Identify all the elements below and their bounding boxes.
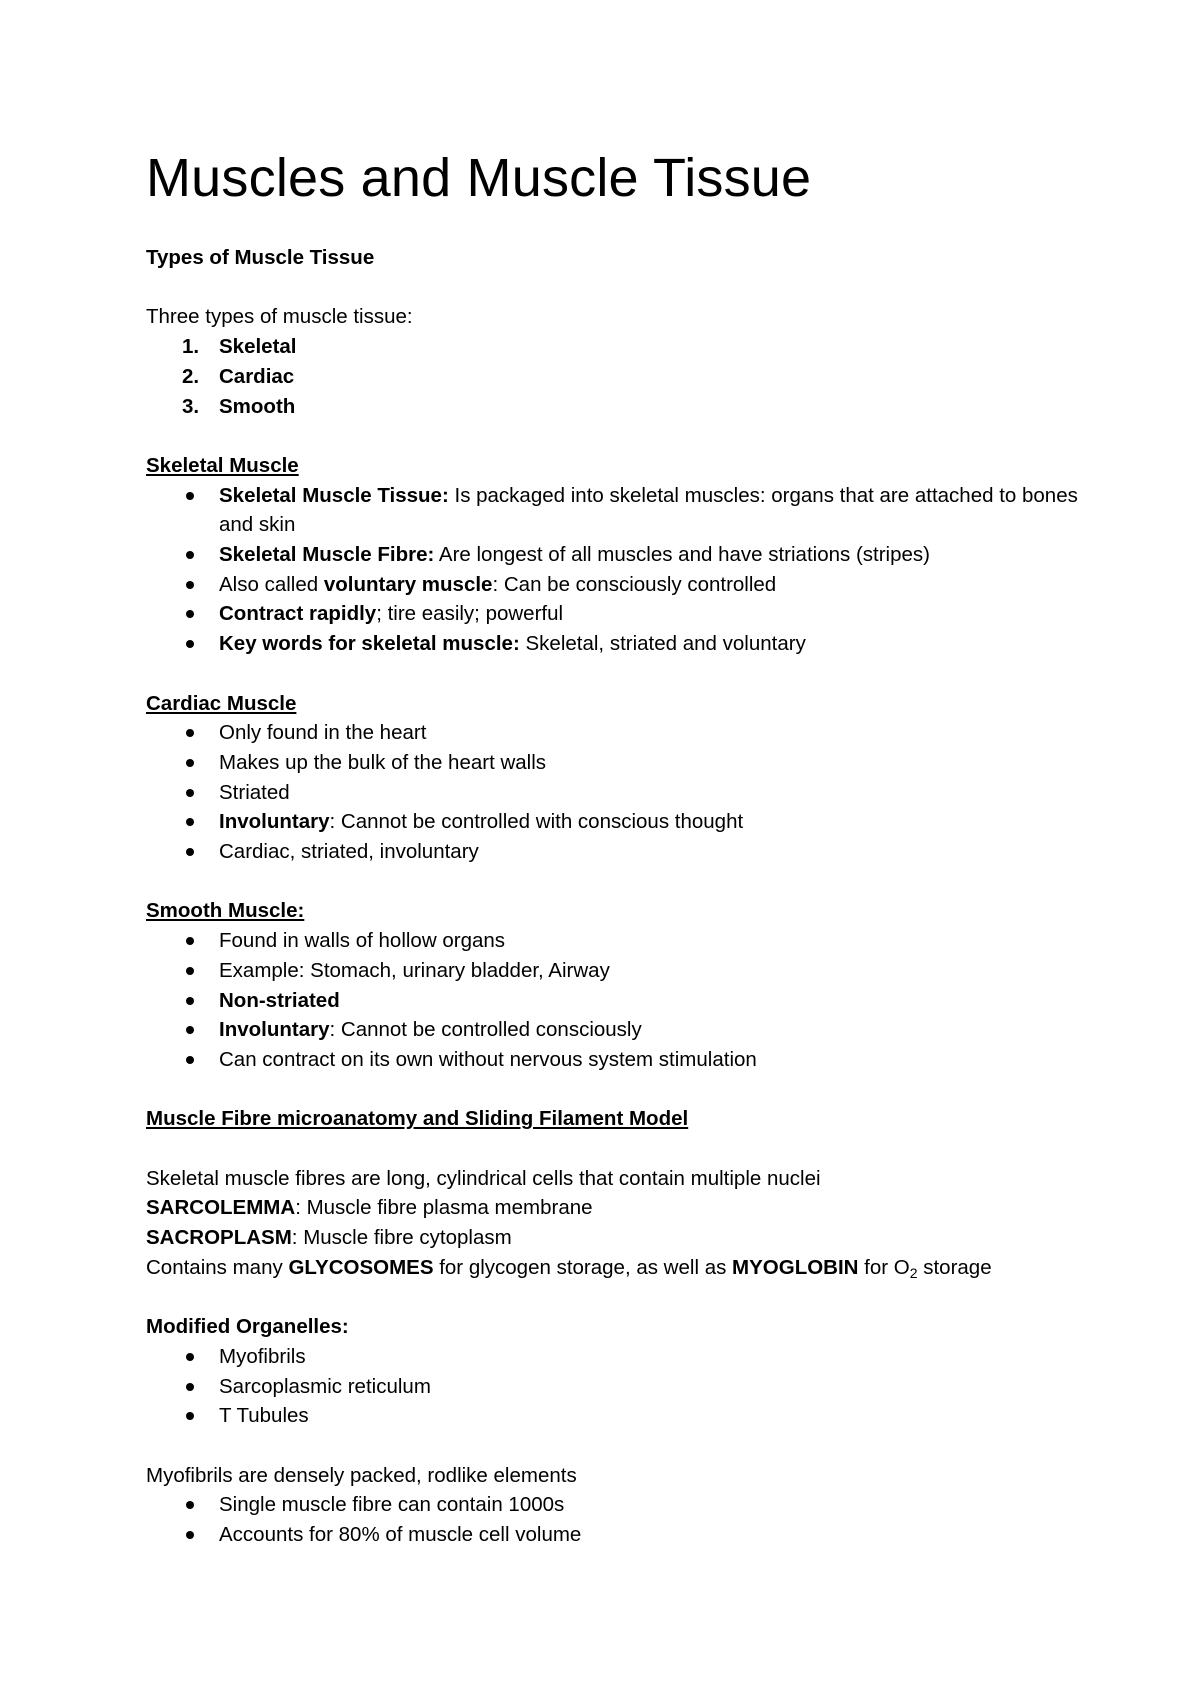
list-item: Cardiac, striated, involuntary: [146, 837, 1086, 867]
bullet-icon: [186, 848, 194, 856]
bullet-icon: [186, 967, 194, 975]
list-item: Can contract on its own without nervous system stimulation: [146, 1045, 1086, 1075]
sarcolemma-definition: SARCOLEMMA: Muscle fibre plasma membrane: [146, 1196, 593, 1220]
document-body: [146, 243, 1086, 1550]
bullet-icon: [186, 729, 194, 737]
list-item: Striated: [146, 778, 1086, 808]
bullet-icon: [186, 1353, 194, 1361]
smooth-heading: Smooth Muscle:: [146, 899, 305, 923]
bullet-icon: [186, 759, 194, 767]
bullet-icon: [186, 1531, 194, 1539]
cardiac-heading: Cardiac Muscle: [146, 691, 297, 715]
list-item: Involuntary: Cannot be controlled with conscious thought: [146, 807, 1086, 837]
list-item: Key words for skeletal muscle: Skeletal, striated and voluntary: [146, 629, 1086, 659]
bullet-icon: [186, 1501, 194, 1509]
page-title: Muscles and Muscle Tissue: [146, 148, 812, 208]
microanatomy-heading: Muscle Fibre microanatomy and Sliding Filament Model: [146, 1107, 689, 1131]
myofibrils-intro: Myofibrils are densely packed, rodlike elements: [146, 1463, 577, 1487]
storage-paragraph: Contains many GLYCOSOMES for glycogen storage, as well as MYOGLOBIN for $O_2$ storage: [146, 1255, 992, 1281]
bullet-icon: [186, 818, 194, 826]
organelles-list: [146, 1342, 1086, 1431]
cardiac-list: [146, 718, 1086, 867]
types-heading: Types of Muscle Tissue: [146, 246, 375, 269]
bullet-icon: [186, 492, 194, 500]
list-item: Sarcoplasmic reticulum: [146, 1372, 1086, 1402]
list-item: Single muscle fibre can contain 1000s: [146, 1490, 1086, 1520]
bullet-icon: [186, 1026, 194, 1034]
bullet-icon: [186, 997, 194, 1005]
sarcoplasm-definition: SACROPLASM: Muscle fibre cytoplasm: [146, 1226, 512, 1250]
list-item: Also called voluntary muscle: Can be consciously controlled: [146, 570, 1086, 600]
microanatomy-paragraph: Skeletal muscle fibres are long, cylindrical cells that contain multiple nuclei: [146, 1166, 821, 1190]
list-item: Found in walls of hollow organs: [146, 926, 1086, 956]
list-item: Contract rapidly; tire easily; powerful: [146, 599, 1086, 629]
bullet-icon: [186, 581, 194, 589]
list-item: Only found in the heart: [146, 718, 1086, 748]
list-item: Myofibrils: [146, 1342, 1086, 1372]
list-item: Non-striated: [146, 986, 1086, 1016]
types-intro: Three types of muscle tissue:: [146, 305, 413, 329]
types-list: [146, 332, 1086, 421]
bullet-icon: [186, 551, 194, 559]
list-item: Skeletal Muscle Fibre: Are longest of all muscles and have striations (stripes): [146, 540, 1086, 570]
list-item: 1. Skeletal: [182, 335, 297, 359]
list-item: Involuntary: Cannot be controlled consciously: [146, 1015, 1086, 1045]
smooth-list: [146, 926, 1086, 1075]
list-item: Accounts for 80% of muscle cell volume: [146, 1520, 1086, 1550]
bullet-icon: [186, 610, 194, 618]
list-item: 2. Cardiac: [182, 364, 295, 388]
list-item: 3. Smooth: [182, 394, 296, 418]
bullet-icon: [186, 937, 194, 945]
myofibrils-list: [146, 1490, 1086, 1549]
list-item: Example: Stomach, urinary bladder, Airway: [146, 956, 1086, 986]
bullet-icon: [186, 1383, 194, 1391]
skeletal-heading: Skeletal Muscle: [146, 453, 299, 477]
bullet-icon: [186, 1412, 194, 1420]
list-item: T Tubules: [146, 1401, 1086, 1431]
skeletal-list: [146, 481, 1086, 659]
bullet-icon: [186, 1056, 194, 1064]
bullet-icon: [186, 640, 194, 648]
organelles-heading: Modified Organelles:: [146, 1315, 349, 1339]
list-item: Skeletal Muscle Tissue: Is packaged into skeletal muscles: organs that are attached to bones and skin: [146, 481, 1086, 540]
bullet-icon: [186, 789, 194, 797]
list-item: Makes up the bulk of the heart walls: [146, 748, 1086, 778]
